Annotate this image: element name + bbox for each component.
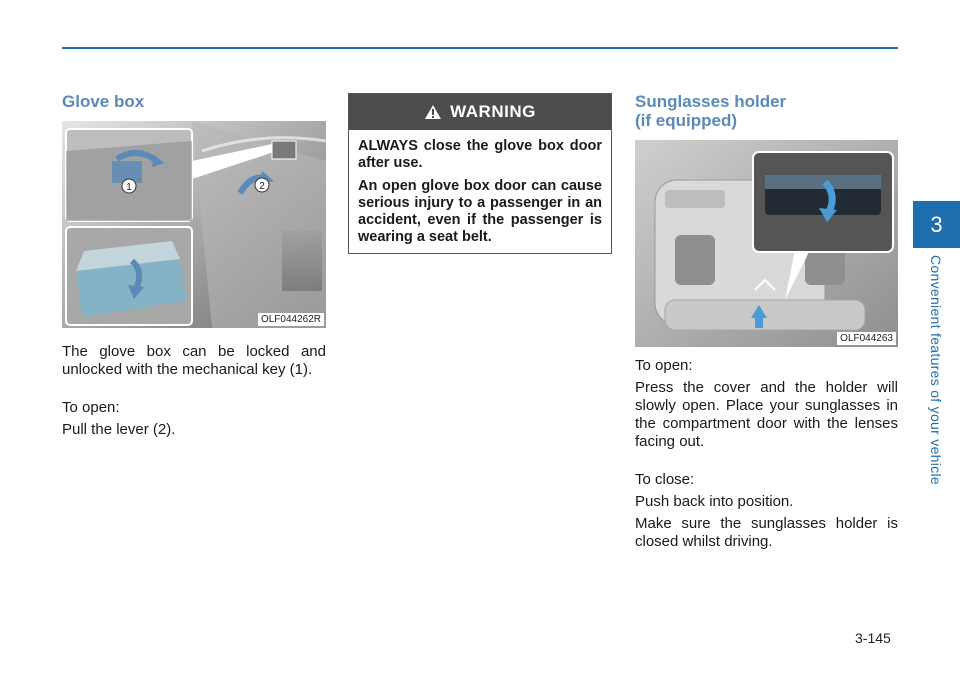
glove-box-text <box>62 343 326 443</box>
glove-box-paragraph: Pull the lever (2). <box>62 421 176 438</box>
sunglasses-heading <box>635 92 786 130</box>
warning-body <box>349 130 611 246</box>
top-rule <box>62 47 898 49</box>
sunglasses-text <box>635 357 898 555</box>
sunglasses-paragraph: Make sure the sunglasses holder is closed whilst driving. <box>635 515 898 550</box>
page-number: 3-145 <box>855 630 891 646</box>
glove-box-illustration <box>62 121 326 328</box>
glove-box-paragraph: To open: <box>62 399 120 416</box>
sunglasses-paragraph: To close: <box>635 471 695 488</box>
warning-paragraph: ALWAYS close the glove box door after use. <box>358 138 602 171</box>
sunglasses-paragraph: To open: <box>635 357 693 374</box>
sunglasses-illustration <box>635 140 898 347</box>
warning-triangle-icon <box>424 104 442 120</box>
sunglasses-heading-line2: (if equipped) <box>635 111 737 130</box>
glove-box-paragraph: The glove box can be locked and unlocked with the mechanical key (1). <box>62 343 326 378</box>
sunglasses-paragraph: Press the cover and the holder will slowly open. Place your sunglasses in the compartment door with the lenses facing out. <box>635 379 898 450</box>
callout-2: 2 <box>259 181 265 192</box>
sunglasses-paragraph: Push back into position. <box>635 493 794 510</box>
callout-1: 1 <box>126 182 132 193</box>
chapter-title: Convenient features of your vehicle <box>928 255 944 485</box>
warning-box <box>348 93 612 254</box>
glove-box-heading: Glove box <box>62 92 145 111</box>
warning-header <box>349 94 611 130</box>
warning-title: WARNING <box>450 102 536 121</box>
sunglasses-figure <box>635 140 898 347</box>
sunglasses-heading-line1: Sunglasses holder <box>635 92 787 111</box>
glove-box-figure-code: OLF044262R <box>258 313 324 326</box>
glove-box-figure <box>62 121 326 328</box>
sunglasses-figure-code: OLF044263 <box>837 332 896 345</box>
chapter-tab: 3 <box>913 201 960 248</box>
warning-paragraph: An open glove box door can cause serious injury to a passenger in an accident, even if the passenger is wearing a seat belt. <box>358 178 602 245</box>
